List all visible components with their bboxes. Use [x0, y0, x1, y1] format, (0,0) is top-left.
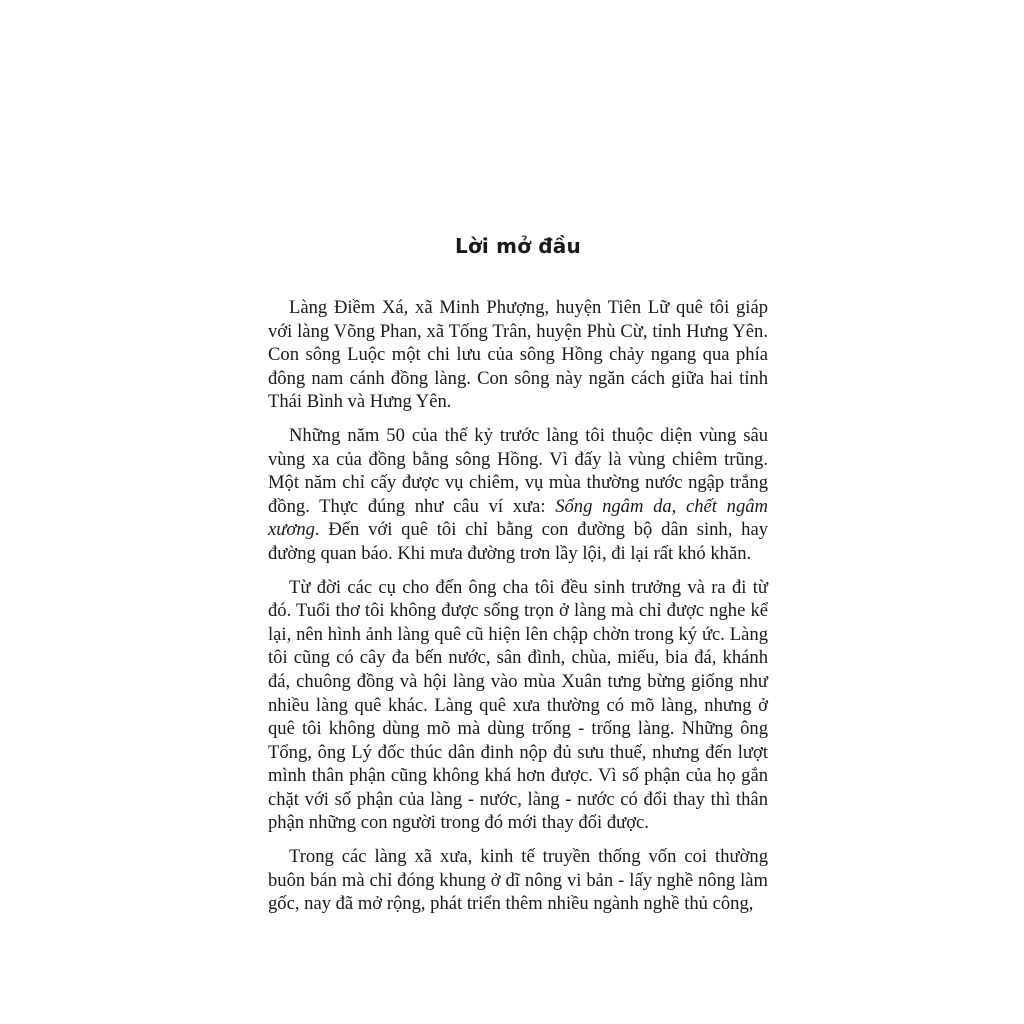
page-title: Lời mở đầu — [455, 234, 581, 258]
page-content — [268, 232, 768, 926]
paragraph-3: Từ đời các cụ cho đến ông cha tôi đều sinh trưởng và ra đi từ đó. Tuổi thơ tôi không được sống trọn ở làng mà chỉ được nghe kể lại, nên hình ảnh làng quê cũ hiện lên chập chờn trong ký ức. Làng tôi cũng có cây đa bến nước, sân đình, chùa, miếu, bia đá, khánh đá, chuông đồng và hội làng vào mùa Xuân tưng bừng giống như nhiều làng quê khác. Làng quê xưa thường có mõ làng, nhưng ở quê tôi không dùng mõ mà dùng trống - trống làng. Những ông Tổng, ông Lý đốc thúc dân đinh nộp đủ sưu thuế, nhưng đến lượt mình thân phận cũng không khá hơn được. Vì số phận của họ gắn chặt với số phận của làng - nước, làng - nước có đổi thay thì thân phận những con người trong đó mới thay đổi được. — [268, 576, 768, 834]
paragraph-2 — [268, 424, 768, 566]
paragraph-1: Làng Điềm Xá, xã Minh Phượng, huyện Tiên Lữ quê tôi giáp với làng Võng Phan, xã Tống Trân, huyện Phù Cừ, tỉnh Hưng Yên. Con sông Luộc một chi lưu của sông Hồng chảy ngang qua phía đông nam cánh đồng làng. Con sông này ngăn cách giữa hai tỉnh Thái Bình và Hưng Yên. — [268, 297, 768, 413]
paragraph-2-text-before: Những năm 50 của thế kỷ trước làng tôi thuộc diện vùng sâu vùng xa của đồng bằng sông Hồng. Vì đấy là vùng chiêm trũng. Một năm chỉ cấy được vụ chiêm, vụ mùa thường nước ngập trắng đồng. Thực đúng như câu ví xưa: — [268, 424, 768, 517]
paragraph-2-text-after: . Đến với quê tôi chỉ bằng con đường bộ dân sinh, hay đường quan báo. Khi mưa đường trơn lầy lội, đi lại rất khó khăn. — [268, 519, 768, 564]
paragraph-4: Trong các làng xã xưa, kinh tế truyền thống vốn coi thường buôn bán mà chỉ đóng khung ở dĩ nông vi bản - lấy nghề nông làm gốc, nay đã mở rộng, phát triển thêm nhiều ngành nghề thủ công, — [268, 846, 768, 915]
paragraph-2-quote-italic: Sống ngâm da, chết ngâm xương — [268, 495, 768, 541]
